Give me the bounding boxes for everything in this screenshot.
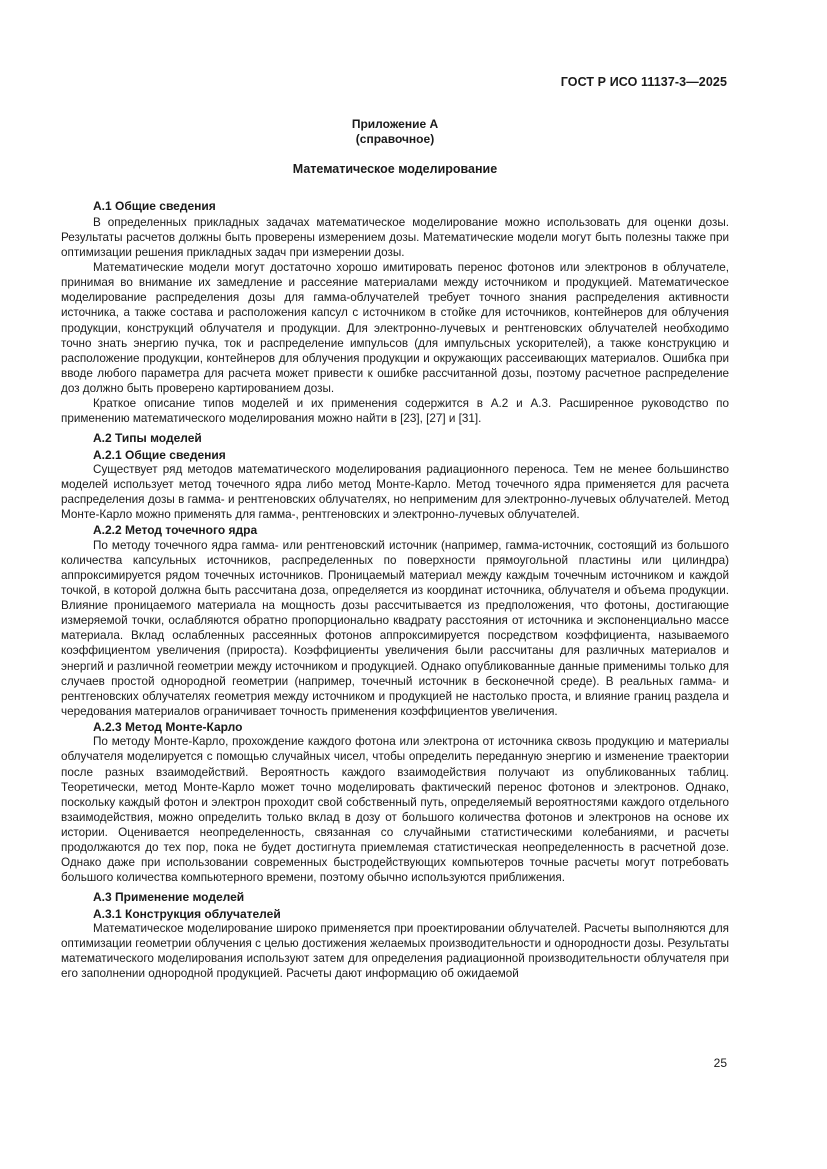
appendix-title: Математическое моделирование bbox=[292, 162, 498, 176]
subsection-heading-a31: А.3.1 Конструкция облучателей bbox=[93, 906, 281, 921]
paragraph: По методу Монте-Карло, прохождение каждого фотона или электрона от источника сквозь продукцию и материалы облучателя моделируется с помощью случайных чисел, чтобы определить переданную энергию и изменение траектории после разных взаимодействий. Вероятность каждого взаимодействия получают из опубликованных таблиц. Теоретически, метод Монте-Карло может точно моделировать фактический перенос фотонов и электронов. Однако, поскольку каждый фотон и электрон проходит свой собственный путь, определяемый вероятностями каждого отдельного взаимодействия, можно определить только вклад в дозу от большого количества фотонов и электронов на основе их истории. Оценивается неопределенность, связанная со случайными статистическими колебаниями, и расчеты продолжаются до тех пор, пока не будет достигнута приемлемая статистическая неопределенность в расчетной дозе. Однако даже при использовании современных быстродействующих компьютеров точные расчеты могут потребовать большого количества компьютерного времени, поэтому обычно используются приближения. bbox=[61, 735, 729, 884]
paragraph: Математическое моделирование широко применяется при проектировании облучателей. Расчеты выполняются для оптимизации геометрии облучения с целью достижения желаемых производительности и однородности дозы. Результаты математического моделирования используют затем для определения радиационной производительности облучателя при его заполнении однородной продукцией. Расчеты дают информацию об ожидаемой bbox=[61, 922, 729, 981]
subsection-heading-a23: А.2.3 Метод Монте-Карло bbox=[93, 719, 243, 734]
appendix-label: Приложение А bbox=[351, 117, 439, 131]
standard-number: ГОСТ Р ИСО 11137-3—2025 bbox=[560, 75, 727, 89]
paragraph: Краткое описание типов моделей и их применения содержится в А.2 и А.3. Расширенное руководство по применению математического моделирования можно найти в [23], [27] и [31]. bbox=[61, 396, 729, 425]
subsection-heading-a21: А.2.1 Общие сведения bbox=[93, 447, 226, 462]
page-number: 25 bbox=[713, 1056, 727, 1070]
paragraph: В определенных прикладных задачах математическое моделирование можно использовать для оценки дозы. Результаты расчетов должны быть проверены измерением дозы. Математические модели могут быть полезны также при оптимизации решения прикладных задач при измерении дозы. bbox=[61, 216, 729, 260]
page-content bbox=[61, 117, 729, 981]
section-heading-a2: А.2 Типы моделей bbox=[93, 430, 202, 445]
paragraph: По методу точечного ядра гамма- или рентгеновский источник (например, гамма-источник, состоящий из большого количества капсульных источников, распределенных по поверхности прямоугольной пластины или цилиндра) аппроксимируется рядом точечных источников. Проницаемый материал между каждым точечным источником и каждой точкой, в которой должна быть рассчитана доза, определяется из координат источника, облучателя и объема продукции. Влияние проницаемого материала на мощность дозы рассчитывается из предположения, что фотоны, достигающие измеряемой точки, ослабляются обратно пропорционально квадрату расстояния от источника и экспоненциально массе материала. Вклад ослабленных рассеянных фотонов аппроксимируется посредством коэффициента, называемого коэффициентом увеличения (прироста). Коэффициенты увеличения были рассчитаны для различных материалов и энергий и различной геометрии между источником и продукцией. Однако опубликованные данные применимы только для случаев простой однородной геометрии (например, точечный источник в бесконечной среде). В реальных гамма- и рентгеновских облучателях геометрия между источником и продукцией не настолько проста, и влияние границ раздела и чередования материалов ограничивает точность применения коэффициентов увеличения. bbox=[61, 539, 729, 718]
section-heading-a3: А.3 Применение моделей bbox=[93, 889, 245, 904]
paragraph: Математические модели могут достаточно хорошо имитировать перенос фотонов или электронов в облучателе, принимая во внимание их замедление и рассеяние материалами между источником и продукцией. Математическое моделирование распределения дозы для гамма-облучателей требует точного знания распределения активности источника, а также состава и расположения капсул с источником в стойке для источников, контейнеров для облучения продукции, конструкций облучателя и продукции. Для электронно-лучевых и рентгеновских облучателей необходимо точно знать энергию пучка, ток и распределение импульсов (для импульсных ускорителей), а также конструкцию и расположение продукции, контейнеров для облучения продукции и окружающих рассеивающих материалов. Ошибка при вводе любого параметра для расчета может привести к ошибке рассчитанной дозы, поэтому расчетное распределение доз должно быть проверено картированием дозы. bbox=[61, 261, 729, 395]
appendix-type: (справочное) bbox=[355, 131, 435, 146]
subsection-heading-a22: А.2.2 Метод точечного ядра bbox=[93, 523, 258, 538]
paragraph: Существует ряд методов математического моделирования радиационного переноса. Тем не менее большинство моделей использует метод точечного ядра либо метод Монте-Карло. Метод точечного ядра применяется для расчета распределения дозы в гамма- и рентгеновских облучателях, но неприменим для электронно-лучевых облучателей. Метод Монте-Карло можно применять для гамма-, рентгеновских и электронно-лучевых облучателей. bbox=[61, 463, 729, 522]
section-heading-a1: А.1 Общие сведения bbox=[93, 198, 216, 213]
